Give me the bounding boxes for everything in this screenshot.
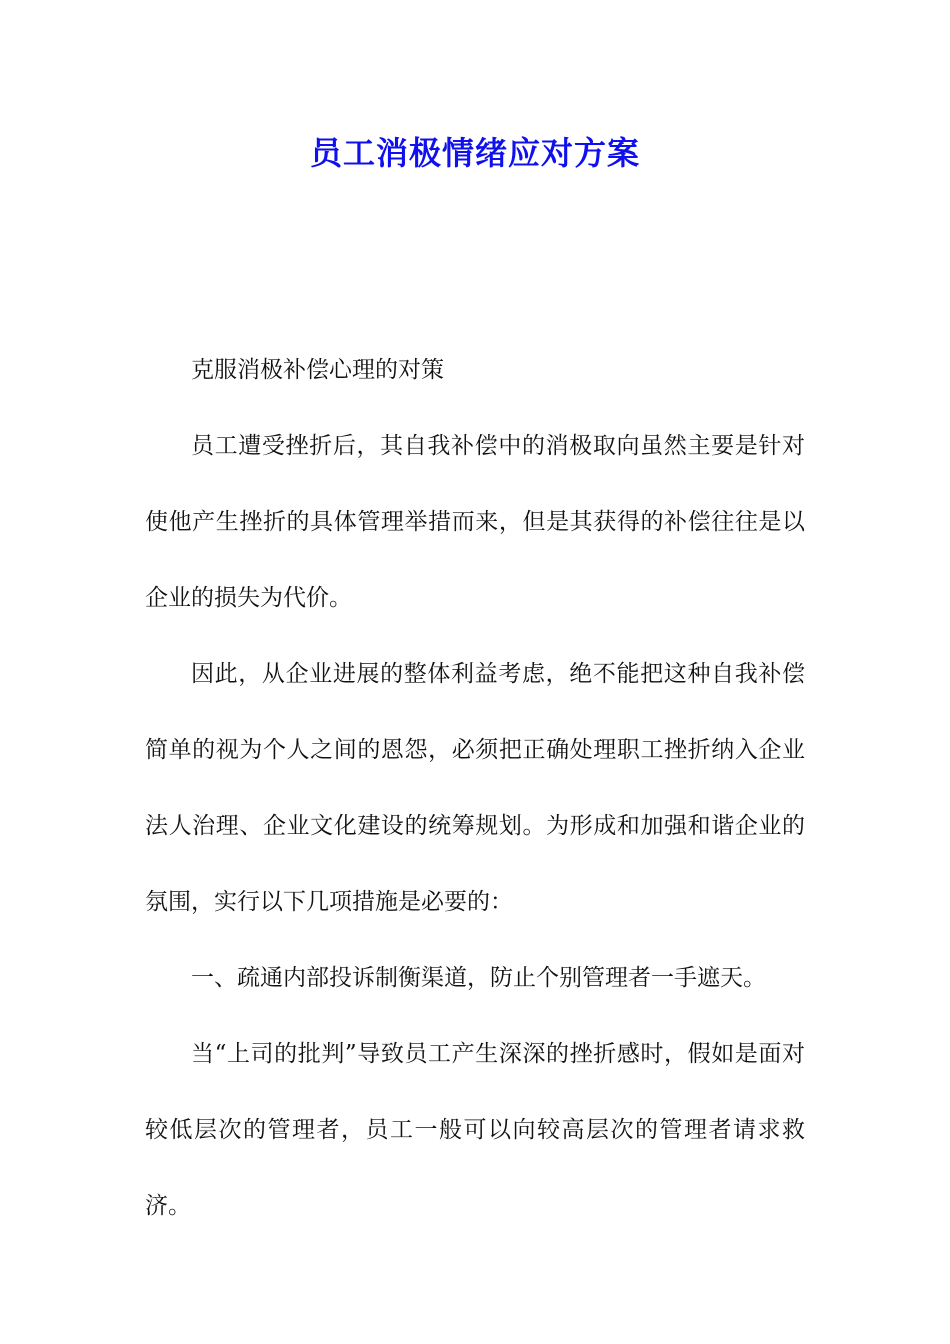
paragraph-appeal: 当“上司的批判”导致员工产生深深的挫折感时，假如是面对较低层次的管理者，员工一般可以向较高层次的管理者请求救济。 bbox=[145, 1041, 805, 1219]
measure-one-heading: 一、疏通内部投诉制衡渠道，防止个别管理者一手遮天。 bbox=[191, 965, 766, 991]
paragraph-measures: 因此，从企业进展的整体利益考虑，绝不能把这种自我补偿简单的视为个人之间的恩怨，必须把正确处理职工挫折纳入企业法人治理、企业文化建设的统筹规划。为形成和加强和谐企业的氛围，实行以下几项措施是必要的： bbox=[145, 661, 805, 915]
document-body bbox=[145, 332, 805, 1244]
section-heading: 克服消极补偿心理的对策 bbox=[191, 357, 444, 383]
document-title: 员工消极情绪应对方案 bbox=[309, 134, 640, 172]
paragraph-compensation: 员工遭受挫折后，其自我补偿中的消极取向虽然主要是针对使他产生挫折的具体管理举措而来，但是其获得的补偿往往是以企业的损失为代价。 bbox=[145, 433, 805, 611]
